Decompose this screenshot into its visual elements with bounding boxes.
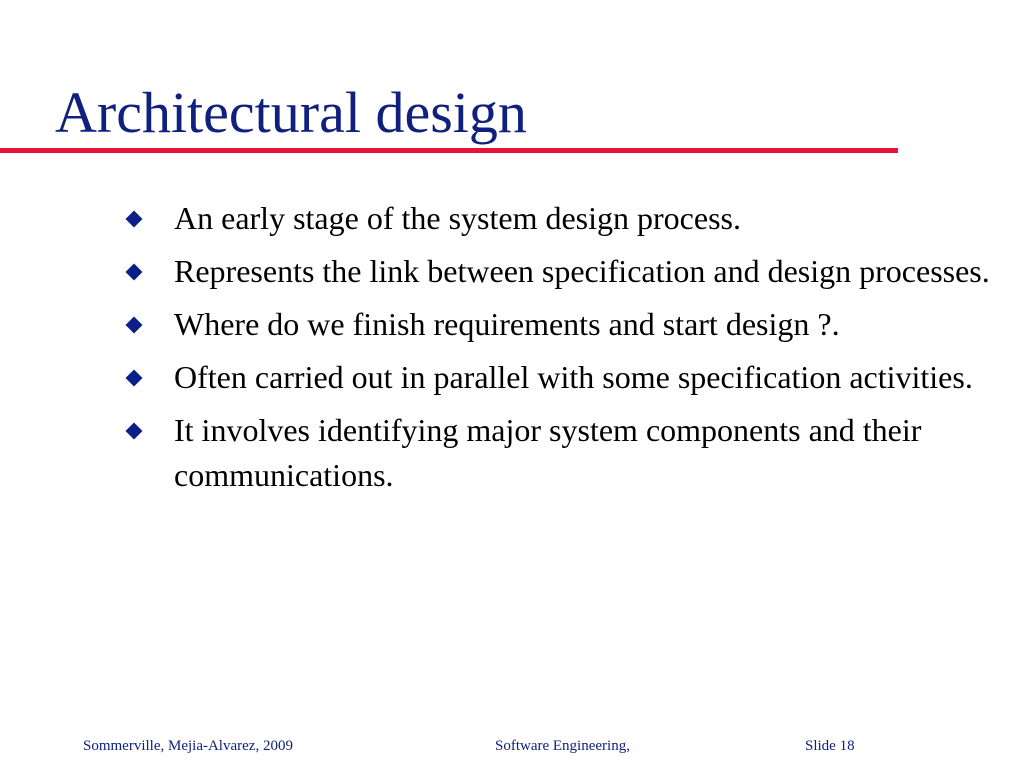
footer-slide-number: Slide 18 [805,738,855,754]
diamond-bullet-icon [126,211,143,228]
diamond-bullet-icon [126,370,143,387]
bullet-text: It involves identifying major system components and their communications. [174,412,922,493]
bullet-item [124,249,1004,294]
title-underline-rule [0,148,898,153]
footer-authors: Sommerville, Mejia-Alvarez, 2009 [83,738,293,754]
bullet-text: Often carried out in parallel with some specification activities. [174,359,973,395]
bullet-item [124,408,1004,498]
bullet-item [124,302,1004,347]
diamond-bullet-icon [126,317,143,334]
bullet-text: Where do we finish requirements and start design ?. [174,306,840,342]
bullet-text: Represents the link between specification and design processes. [174,253,990,289]
diamond-bullet-icon [126,264,143,281]
bullet-list [124,196,1004,506]
footer-course: Software Engineering, [495,738,630,754]
slide-title: Architectural design [55,80,527,145]
bullet-item [124,196,1004,241]
diamond-bullet-icon [126,423,143,440]
bullet-text: An early stage of the system design process. [174,200,741,236]
bullet-item [124,355,1004,400]
